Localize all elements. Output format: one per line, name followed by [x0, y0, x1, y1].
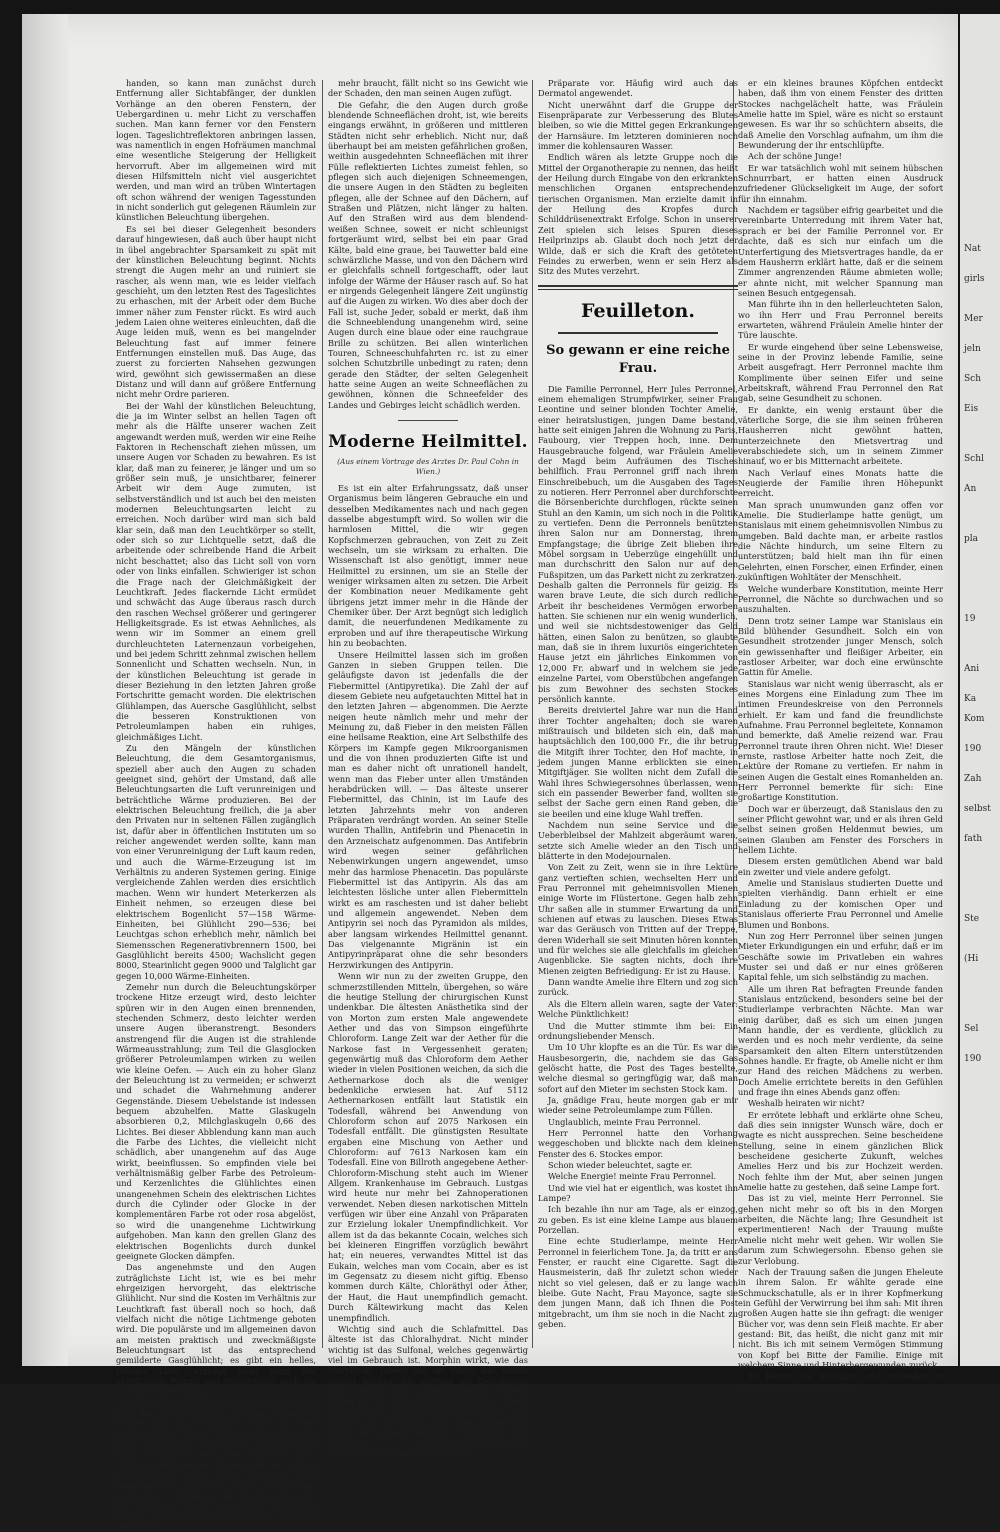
- edge-text-fragment: selbst: [964, 804, 991, 814]
- body-paragraph: Die Verunreinigung der Luft ist überhaupt eine der Schädlichkeiten, die den Augen im Winter mehr als im Sommer drohen. Das liegt daran, daß im Winter in den meisten Räumen keine genügende Ventilation vorgenommen wird. Jeder aber weiß, wie schnell in einer rauchgeschwängerten Atmosphäre die Augen zu schmerzen und zu tränen anfangen. Viele Augenkatarrhe könnten durch rechtzeitiges ausgiebiges Ventilieren der Wohnräume (von den Kneipen ganz abgesehen) vermieden werden. Was man an Heizung bei größerer Ventilation: [116, 1397, 316, 1532]
- body-paragraph: Amelie und Stanislaus studierten Duette und spielten vierhändig. Dann erhielt er eine Einladung zu der komischen Oper und Stanislaus offerierte Frau Perronnel und Amelie Blumen und Bonbons.: [738, 878, 943, 930]
- body-paragraph: Doch war er überzeugt, daß Stanislaus den zu seiner Pflicht gewohnt war, und er als ihren Geld selbst seinen großen Heldenmut bewies, um seinen Glauben am Fenster des Forschers in hellem Lichte.: [738, 803, 943, 856]
- edge-text-fragment: Sel: [964, 1024, 979, 1034]
- edge-text-fragment: Mer: [964, 314, 983, 324]
- edge-text-fragment: Ste: [964, 914, 980, 924]
- body-paragraph: Zu den Mängeln der künstlichen Beleuchtung, die dem Gesamtorganismus, speziell aber auch den Augen zu schaden geeignet sind, gehört der Umstand, daß alle Beleuchtungsarten die Luft verunreinigen und beträchtliche Wärme produzieren. Bei der elektrischen Beleuchtung freilich, die ja aber den Privaten nur in seltenen Fällen zugänglich ist, dafür aber in öffentlichen Instituten um so reicher angewendet werden sollte, kann man von einer Verunreinigung der Luft kaum reden, und auch die Wärme-Erzeugung ist im Verhältnis zu anderen Systemen gering. Einige vergleichende Zahlen werden dies ersichtlich machen. Wenn wir hundert Meterkerzen als Einheit nehmen, so erzeugen diese bei elektrischem Bogenlicht 57—158 Wärme-Einheiten, bei Glühlicht 290—536; bei Leuchtgas schon erheblich mehr, nämlich bei Siemensschen Regenerativbrennern 1500, bei Gasglühlicht bereits 4500; Wachslicht gegen 8000, Stearinlicht gegen 9000 und Talglicht gar gegen 10,000 Wärme-Einheiten.: [116, 743, 316, 981]
- edge-text-fragment: Sch: [964, 374, 982, 384]
- edge-text-fragment: Kom: [964, 714, 985, 724]
- column-4: [738, 78, 943, 1392]
- edge-text-fragment: (Hi: [964, 954, 979, 964]
- body-paragraph: Die Gefahr, die den Augen durch große blendende Schneeflächen droht, ist, wie bereits eingangs erwähnt, in größeren und mittleren Städten nicht sehr erheblich. Nicht nur, daß überhaupt bei am meisten gefährlichen großen, weithin ausgedehnten Schneeflächen mit ihrer Fülle reflektierten Lichtes zumeist fehlen, so pflegen sich auch diejenigen Schneemengen, die unsere Augen in den Städten zu begleiten pflegen, alle der Schnee auf den Dächern, auf Straßen und Plätzen, nicht länger zu halten. Auf den Straßen wird aus dem blendend-weißen Schnee, soweit er nicht schleunigst fortgeräumt wird, selbst bei ein paar Grad Kälte, bald eine graue, bei Tauwetter bald eine schwärzliche Masse, und von den Dächern wird er gleichfalls schnell fortgeschafft, oder laut infolge der Wärme der Häuser rasch auf. So hat er nirgends Gelegenheit längere Zeit ungünstig auf die Augen zu wirken. Wo dies aber doch der Fall ist, suche Jeder, sobald er merkt, daß ihm die Schneeblendung unangenehm wird, seine Augen durch eine blaue oder eine rauchgraue Brille zu schützen. Bei allen winterlichen Touren, Schneeschuhfahrten rc. ist zu einer solchen Schutzbrille unbedingt zu raten; denn gerade den Städter, der selten Gelegenheit hatte seine Augen an weite Schneeflächen zu gewöhnen, können die Schneefelder des Landes und Gebirges leicht schädlich werden.: [328, 99, 528, 410]
- body-paragraph: Ich bezahle ihn nur am Tage, als er einzog, zu geben. Es ist eine kleine Lampe aus blauem Porzellan.: [538, 1204, 738, 1236]
- body-paragraph: Diesem ersten gemütlichen Abend war bald ein zweiter und viele andere gefolgt.: [738, 856, 943, 877]
- feuilleton-heading: Feuilleton.: [581, 299, 695, 322]
- body-paragraph: Nachdem nun seine Service und die Ueberbleibsel der Mahlzeit abgeräumt waren, setzte sich Amelie wieder an den Tisch und blätterte in den Modejournalen.: [538, 819, 738, 861]
- body-paragraph: Unglaublich, meinte Frau Perronnel.: [548, 1116, 701, 1127]
- body-paragraph: Präparate vor. Häufig wird auch das Dermatol angewendet.: [538, 78, 738, 99]
- body-paragraph: Man sprach unumwunden ganz offen vor Amelie. Die Studierlampe hatte genügt, um Stanislaus mit einem geheimnisvollen Nimbus zu umgeben. Bald dachte man, er arbeite rastlos die Nächte hindurch, um seine Eltern zu unterstützen; bald hielt man ihn für einen Gelehrten, einen Forscher, einen Erfinder, einen zukünftigen Wohltäter der Menschheit.: [738, 499, 943, 583]
- body-paragraph: mehr braucht, fällt nicht so ins Gewicht wie der Schaden, den man seinen Augen zufügt.: [328, 78, 528, 99]
- adjacent-page-edge: [960, 14, 1000, 1366]
- body-paragraph: Nachdem er tagsüber eifrig gearbeitet und die vereinbarte Unterredung mit ihrem Vater hat, sprach er bei der Familie Perronnel vor. Er dachte, daß es sich nur einfach um die Unterfertigung des Mietsvertrages handle, da er dem Hausherrn erklärt hatte, daß er die seinem Zimmer angrenzenden Räume abmieten wolle; er ahnte nicht, mit welcher Spannung man seinen Besuch entgegensah.: [738, 205, 943, 298]
- column-rule: [322, 80, 323, 1348]
- body-paragraph: Zemehr nun durch die Beleuchtungskörper trockene Hitze erzeugt wird, desto leichter spüren wir in den Augen einen brennenden, stechenden Schmerz, desto leichter werden unsere Augen überanstrengt. Besonders anstrengend für die Augen ist die strahlende Wärmeausstrahlung; zum Teil die Glasglocken größerer Petroleumlampen wirken zu weilen wie kleine Oefen. — Auch ein zu hoher Glanz der Beleuchtung ist zu vermeiden; er schwerzt und schadet die Wahrnehmung anderer Gegenstände. Diesem Uebelstande ist indessen bequem abzuhelfen. Matte Glaskugeln absorbieren 0,2, Milchglaskugeln 0,66 des Lichtes. Bei dieser Abblendung kann man auch die Farbe des Lichtes, die vielleicht nicht schädlich, aber unangenehm auf das Auge wirkt, beeinflussen. So empfinden viele bei verhältnismäßig gelber Farbe des Petroleum- und Kerzenlichtes die Glühlichtes einen unangenehmen Schein des elektrischen Lichtes durch die Cylinder oder Glocke in der komplementären Farbe rot oder rosa abgelöst, so wird die unangenehme Lichtwirkung aufgehoben. Man kann den grellen Glanz des elektrischen Bogenlichts durch dunkel geeignete Glocken dämpfen.: [116, 981, 316, 1261]
- story-title: So gewann er eine reiche Frau.: [546, 342, 730, 376]
- body-paragraph: Bei der Wahl der künstlichen Beleuchtung, die ja im Winter selbst an hellen Tagen oft mehr als die Hälfte unserer wachen Zeit angewandt werden muß, werden wir eine Reihe Faktoren in Rechenschaft ziehen müssen, um unsere Augen vor Schaden zu bewahren. Es ist klar, daß man zu feinerer, je länger und um so größer sein muß, je unsichtbarer, feinerer Arbeit wir dem Auge zumuten, ist selbstverständlich und ist auch bei den meisten modernen Beleuchtungsarten leicht zu erreichen. Noch darüber wird man sich bald klar sein, daß man den Leuchtkörper so stellt, oder sich so zur Lichtquelle setzt, daß die arbeitende oder schreibende Hand die Arbeit nicht beschattet; also das Licht soll von vorn oder von links einfallen. Schwieriger ist schon die Frage nach der Gleichmäßigkeit der Leuchtkraft. Jedes flackernde Licht ermüdet und schwächt das Auge überaus rasch durch den raschen Wechsel größerer und geringerer Helligkeitsgrade. Es ist etwas Aehnliches, als wenn wir im Sommer an einem grell durchleuchteten Laternenzaun vorbeigehen, und bei jedem Schritt zehnmal zwischen hellem Sonnenlicht und Schatten wechseln. Nun, in der künstlichen Beleuchtung ist gerade in dieser Beziehung in den letzten Jahren große Fortschritte gemacht worden. Die elektrischen Glühlampen, das Auersche Gasglühlicht, selbst die besseren Konstruktionen von Petroleumlampen haben ein ruhiges, gleichmäßiges Licht.: [116, 400, 316, 742]
- body-paragraph: So lebten sie glücklich und zufrieden in heiterster Stimmung zurück.: [738, 1371, 943, 1392]
- body-paragraph: Es ist ein alter Erfahrungssatz, daß unser Organismus beim längeren Gebrauche ein und desselben Medikamentes nach und nach gegen dasselbe abgestumpft wird. So wollen wir die harmlosen Mittel, die wir gegen Kopfschmerzen gebrauchen, von Zeit zu Zeit wechseln, um sie wirksam zu erhalten. Die Wissenschaft ist also genötigt, immer neue Heilmittel zu ersinnen, um sie an Stelle der weniger wirksamen alten zu setzen. Die Arbeit der Kombination neuer Medikamente geht übrigens jetzt immer mehr in die Hände der Chemiker über. Der Arzt begnügt sich lediglich damit, die neuerfundenen Medikamente zu erproben und auf ihre therapeutische Wirkung hin zu beobachten.: [328, 483, 528, 649]
- body-paragraph: Nach Verlauf eines Monats hatte die Neugierde der Familie ihren Höhepunkt erreicht.: [738, 467, 943, 499]
- feuilleton-divider: [538, 285, 738, 290]
- section-divider: [398, 420, 458, 421]
- body-paragraph: Alle um ihren Rat befragten Freunde fanden Stanislaus entzückend, besonders seine bei der Studierlampe verbrachten Nächte. Man war einig darüber, daß es sich um einen jungen Mann handle, der es verdiente, glücklich zu werden und es noch mehr verdiente, da seine Sparsamkeit den alten Eltern unterstützenden Sohnes handle. Er fragte, ob Amelie nicht er ihm zur Hand des reichen Mädchens zu werben. Doch Amelie errichtete bereits in den Gefühlen und frage ihn eines Abends ganz offen:: [738, 983, 943, 1097]
- body-paragraph: Welche wunderbare Konstitution, meinte Herr Perronnel, die Nächte so durchwachen und so auszuhalten.: [738, 583, 943, 615]
- edge-text-fragment: 190: [964, 744, 982, 754]
- edge-text-fragment: girls: [964, 274, 985, 284]
- edge-text-fragment: Ani: [964, 664, 980, 674]
- body-paragraph: Unsere Heilmittel lassen sich im großen Ganzen in sieben Gruppen teilen. Die geläufigste davon ist jedenfalls die der Fiebermittel (Antipyretika). Die Zahl der auf diesem Gebiete neu aufgetauchten Mittel hat in den letzten Jahren — abgenommen. Die Aerzte neigen heute nämlich mehr und mehr der Meinung zu, daß Fieber in den meisten Fällen eine heilsame Reaktion, eine Art Selbsthilfe des Körpers im Kampfe gegen Mikroorganismen und die von ihnen produzierten Gifte ist und man es daher nicht oft unrationell handelt, wenn man das Fieber unter allen Umständen herabdrücken will. — Das älteste unserer Fiebermittel, das Chinin, ist im Laufe des letzten Jahrzehnts mehr von anderen Präparaten verdrängt worden. An seiner Stelle wurden Thallin, Antifebrin und Phenacetin in den Arzneischatz aufgenommen. Das Antifebrin wird wegen seiner gefährlichen Nebenwirkungen ungern angewendet, umso mehr das harmlose Phenacetin. Das populärste Fiebermittel ist das Antipyrin. Als das am leichtesten lösliche unter allen Fiebermitteln wirkt es am raschesten und ist daher beliebt und allgemein angewendet. Neben dem Antipyrin sei noch das Pyramidon als mildes, aber langsam wirkendes Heilmittel genannt. Das vielgenannte Migränin ist ein Antipyrinpräparat ohne die sehr besonders Herzwirkungen des Antipyrin.: [328, 649, 528, 970]
- body-paragraph: Nach der Trauung saßen die jungen Eheleute in ihrem Salon. Er wählte gerade eine Schmuckschatulle, als er in ihrer Kopfmerkung ein Gefühl der Verwirrung bei ihm sah: Mit ihren großen Augen hatte sie ihn gefragt: die weniger Bücher vor, was denn sein Fleiß machte. Er aber gestand: Bit, das heißt, die nicht ganz mit mir nicht. Bis ich mit seinem Vermögen Stimmung von Kopf bei Bitte der Familie. Einige mit welchem Sinne und Hinterhergewunden zurück.: [738, 1266, 943, 1370]
- body-paragraph: Er war tatsächlich wohl mit seinem hübschen Schnurrbart, er hatten einen Ausdruck zufriedener Glückseligkeit im Auge, der sofort für ihn einnahm.: [738, 162, 943, 204]
- body-paragraph: Eine echte Studierlampe, meinte Herr Perronnel in feierlichem Tone. Ja, da tritt er ans Fenster, er raucht eine Cigarette. Sagt die Hausmeisterin, daß Ihr zuletzt schon wieder nicht so viel gelesen, daß er zu lange wach bleibe. Gute Nacht, Frau Mayonce, sagte sie dem jungen Mann, daß ich Ihnen die Post mitgebracht, um ihm sie noch in die Nacht zu geben.: [538, 1236, 738, 1330]
- article-byline: (Aus einem Vortrage des Arztes Dr. Paul Cohn in Wien.): [337, 457, 519, 476]
- body-paragraph: Denn trotz seiner Lampe war Stanislaus ein Bild blühender Gesundheit. Solch ein von Gesundheit strotzender junger Mensch, solch ein gewissenhafter und fleißiger Arbeiter, ein rastloser Arbeiter, war doch eine erwünschte Gattin für Amelie.: [738, 615, 943, 678]
- body-paragraph: Dann wandte Amelie ihre Eltern und zog sich zurück.: [538, 977, 738, 998]
- body-paragraph: er ein kleines braunes Köpfchen entdeckt haben, daß ihm von einem Fenster des dritten Stockes nachgelächelt hatte, was Fräulein Amelie hatte im Spiel, wäre es nicht so erstaunt gewesen. Es war ihr so schüchtern abseits, die daß Amelie den Vorschlag aufnahm, um ihm die Bewunderung der ihr entschlüpfte.: [738, 78, 943, 151]
- body-paragraph: Von Zeit zu Zeit, wenn sie in ihre Lektüre ganz vertieften schien, wechselten Herr und Frau Perronnel mit geheimnisvollen Mienen einige Worte im Flüstertone. Gegen halb zehn Uhr saßen alle in stummer Erwartung da und schienen auf etwas zu lauschen. Dieses Etwas war das Geräusch von Tritten auf der Treppe, deren Widerhall sie seit Minuten hören konnten und für welches sie alle gleichfalls im gleichen Augenblicke. Sie sagten nichts, doch ihre Mienen zeigten Befriedigung: Er ist zu Hause.: [538, 862, 738, 976]
- body-paragraph: Herr Perronnel hatte den Vorhang weggeschoben und blickte nach dem kleinen Fenster des 6. Stockes empor.: [538, 1127, 738, 1159]
- column-1: [116, 78, 316, 1532]
- body-paragraph: Weshalb heiraten wir nicht?: [748, 1098, 865, 1109]
- edge-text-fragment: An: [964, 484, 977, 494]
- edge-text-fragment: Ka: [964, 694, 977, 704]
- column-rule: [532, 80, 533, 1348]
- body-paragraph: Er wurde eingehend über seine Lebensweise, seine in der Provinz lebende Familie, seine Arbeit ausgefragt. Herr Perronnel machte ihm Komplimente über seinen Eifer und seine Arbeitskraft, während Frau Perronnel den Rat gab, seine Gesundheit zu schonen.: [738, 341, 943, 404]
- body-paragraph: Das angenehmste und den Augen zuträglichste Licht ist, wie es bei mehr ehrgeizigen hervorgeht, das elektrische Glühlicht. Nur sind die Kosten im Verhältnis zur Leuchtkraft fast überall noch so hoch, daß vielfach nicht die nötige Lichtmenge geboten wird. Die populärste und im allgemeinen davon am meisten praktisch und zweckmäßigste Beleuchtungsart ist das entsprechend gemilderte Gasglühlicht; es gibt ein helles, ruhiges Licht, erzeugt nicht allzu viel überflüssige Wärme und verunreinigt auch die Luft nicht übermäßig.: [116, 1262, 316, 1397]
- page-binding-edge: [22, 14, 68, 1366]
- edge-text-fragment: 190: [964, 1054, 982, 1064]
- body-paragraph: Es sei bei dieser Gelegenheit besonders darauf hingewiesen, daß auch über haupt nicht in übel angebrachter Sparsamkeit zu spät mit der künstlichen Beleuchtung beginnt. Nichts strengt die Augen mehr an und ruiniert sie rascher, als wenn man, wie es leider vielfach geschieht, um den letzten Rest des Tageslichtes zu erhaschen, mit der Arbeit oder dem Buche immer näher zum Fenster rückt. Es wird auch jedem Laien ohne weiteres einleuchten, daß die Auge leiden muß, wenn es bei mangelnder Beleuchtung fast auf immer feinere Entfernungen einstellen muß. Das Auge, das zuerst zu forcierten Nahsehen gezwungen wird, gewöhnt sich gewissermaßen an diese Distanz und will dann auf größere Entfernung nicht mehr Ordre parieren.: [116, 223, 316, 400]
- body-paragraph: Er dankte, ein wenig erstaunt über die väterliche Sorge, die sie ihm seinen früheren Hausherren nicht gewöhnt hatten, unterzeichnete den Mietsvertrag und verabschiedete sich, um in seinem Zimmer hinauf, wo er bis Mitternacht arbeitete.: [738, 404, 943, 467]
- edge-text-fragment: Nat: [964, 244, 981, 254]
- column-2: [328, 78, 528, 1458]
- body-paragraph: Als die Eltern allein waren, sagte der Vater: Welche Pünktlichkeit!: [538, 998, 738, 1020]
- edge-text-fragment: jeln: [964, 344, 981, 354]
- column-3: [538, 78, 738, 1348]
- body-paragraph: Um 10 Uhr klopfte es an die Tür. Es war die Hausbesorgerin, die, nachdem sie das Gas gelöscht hatte, die Post des Tages bestellte, welche diesmal so geringfügig war, daß man sofort auf den Mieter im sechsten Stock kam.: [538, 1042, 738, 1094]
- edge-text-fragment: fath: [964, 834, 983, 844]
- edge-text-fragment: Zah: [964, 774, 982, 784]
- body-paragraph: Die Familie Perronnel, Herr Jules Perronnel, einem ehemaligen Strumpfwirker, seiner Frau Leontine und seiner blonden Tochter Amelie, einer heiratslustigen, jungen Dame bestand, hatte seit einigen Jahren die Wohnung zu Paris, Faubourg, vier Treppen hoch, inne. Dem Hausgebrauche folgend, war Fräulein Amelie der Magd beim Aufräumen des Tisches behilflich. Frau Perronnel griff nach ihrem Einschreibebuch, um die Ausgaben des Tages zu notieren. Herr Perronnel aber durchforschte die Börsenberichte durchflogen, rückte seinen Stuhl an den Kamin, um sich noch in die Politik zu vertiefen. Denn die Perronnels benützten ihren Salon nur am Donnerstag, ihrem Empfangstage; die übrige Zeit blieben ihre Möbel sorgsam in Ueberzüge eingehüllt und man durchschritt den Salon nur auf den Fußspitzen, um das Parkett nicht zu zerkratzen. Deshalb galten die Perronnels für geizig. Es waren brave Leute, die sich durch redliche Arbeit ihr bescheidenes Vermögen erworben hatten. Sie schienen nur ein wenig wunderlich, und weil sie nichtsdestoweniger das Geld hätten, einen Salon zu benützen, so glaubte man, daß sie in ihrem luxuriös eingerichteten Hause jetzt ein jährliches Einkommen von 12,000 Fr. abwarf und in welchem sie jede einzelne Partei, vom Oberstübchen angefangen bis zum Bewohner des sechsten Stockes persönlich kannte.: [538, 383, 738, 704]
- body-paragraph: Ach der schöne Junge!: [748, 151, 842, 162]
- body-paragraph: Er errötete lebhaft und erklärte ohne Scheu, daß dies sein innigster Wunsch wäre, doch er wagte es nicht aussprechen. Seine bescheidene Stellung, seine in einem gänzlichen Blick bescheidene gesicherte Zukunft, welches Amelies Herz und bis zur Hochzeit werden. Noch fehlte ihm der Mut, aber seinen jungen Amelie hatte zu gestehen, daß seine Lampe fort.: [738, 1109, 943, 1193]
- body-paragraph: Wichtig sind auch die Schlafmittel. Das älteste ist das Chloralhydrat. Nicht minder wichtig ist das Sulfonal, welches gegenwärtig viel im Gebrauch ist. Morphin wirkt, wie das Morphium. Dieses soll sei durch das Dionin ersetzt werden, das seltener zur Gewohnheit wird. Neben den schmerzstillenden Mitteln waren es vor allem die antiseptischen, denen die moderne Chirurgie zum guten Teil ihre Erfolge zu verdanken hat. Das beliebteste Mittel auf diesem Gebiete ist jedenfalls das Jodoform. Vergiftungserscheinungen hervorruft, ist man jetzt Sozojodol,: [328, 1323, 528, 1458]
- body-paragraph: Wenn wir nun zu der zweiten Gruppe, den schmerzstillenden Mitteln, übergehen, so wäre die heutige Stellung der chirurgischen Kunst undenkbar. Die ältesten Anästhetika sind der von Morton zum ersten Male angewendete Aether und das von Simpson eingeführte Chloroform. Lange Zeit war der Aether für die Narkose fast in Vergessenheit geraten; gegenwärtig muß das Chloroform dem Aether wieder in vielen Positionen weichen, da sich die Aethernarkose doch als die weniger bedenkliche erwiesen hat. Auf 5112 Aethernarkosen entfällt laut Statistik ein Todesfall, während bei Anwendung von Chloroform schon auf 2075 Narkosen ein Todesfall entfällt. Die günstigsten Resultate ergaben eine Mischung von Aether und Chloroform: auf 7613 Narkosen kam ein Todesfall. Eine von Billroth angegebene Aether-Chloroform-Mischung steht auch im Wiener Allgem. Krankenhause im Gebrauch. Lustgas wird heute nur mehr bei Zahnoperationen verwendet. Neben diesen narkotischen Mitteln verfügen wir über eine Anzahl von Präparaten zur Erzielung lokaler Unempfindlichkeit. Vor allem ist da das bekannte Cocain, welches sich bei kleineren Eingriffen vorzüglich bewährt hat; ein neueres, verwandtes Mittel ist das Eukain, welches man vom Cocain, aber es ist im Gegensatz zu diesem nicht giftig. Ebenso kommen durch Kälte, Chloräthyl oder Äther, der Haut, die Haut unempfindlich gemacht. Durch Kältewirkung macht das Kelen unempfindlich.: [328, 971, 528, 1323]
- body-paragraph: Nun zog Herr Perronnel über seinen jungen Mieter Erkundigungen ein und erfuhr, daß er im Geschäfte sowie im Privatleben ein wahres Muster sei und daß er nur eines größeren Kapital fehle, um sich selbständig zu machen.: [738, 930, 943, 983]
- edge-text-fragment: Schl: [964, 454, 984, 464]
- body-paragraph: Stanislaus war nicht wenig überrascht, als er eines Morgens eine Einladung zum Thee im intimen Freundeskreise von den Perronnels erhielt. Er kam und fand die freundlichste Aufnahme. Frau Perronnel begleitete, Konnamon und bemerkte, daß Amelie reizend war. Frau Perronnel traute ihren Ohren nicht. Wie! Dieser ernste, rastlose Arbeiter hatte noch Zeit, die Lektüre der Romane zu vertiefen. Er nahm in seinen Augen die Gestalt eines Romanhelden an. Herr Perronnel bemerkte für sich: Eine großartige Konstitution.: [738, 678, 943, 803]
- body-paragraph: Nicht unerwähnt darf die Gruppe der Eisenpräparate zur Verbesserung des Blutes bleiben, so wie die Mittel gegen Erkrankungen der Harnsäure. Im letzteren dominieren noch immer die kohlensauren Wasser.: [538, 99, 738, 152]
- body-paragraph: Und die Mutter stimmte ihm bei: Ein ordnungsliebender Mensch.: [538, 1020, 738, 1041]
- body-paragraph: Welche Energie! meinte Frau Perronnel.: [548, 1171, 717, 1182]
- body-paragraph: handen, so kann man zunächst durch Entfernung aller Sichtabfänger, der dunklen Vorhänge an den oberen Fenstern, der Uebergardinen u. mehr Licht zu verschaffen suchen. Man kann ferner vor den Fenstern logen. Tageslichtreflektoren anbringen lassen, was namentlich in engen Hofräumen manchmal eine wesentliche Steigerung der Helligkeit hervorruft. Aber im allgemeinen wird mit diesen Hilfsmitteln nicht viel ausgerichtet werden, und man wird an trüben Wintertagen oft schon während der wenigen Tagesstunden in nicht sonderlich gut gelegenen Räumlein zur künstlichen Beleuchtung übergehen.: [116, 78, 316, 223]
- body-paragraph: Und wie viel hat er eigentlich, was kostet ihn Lampe?: [538, 1182, 738, 1203]
- body-paragraph: Das ist zu viel, meinte Herr Perronnel. Sie gehen nicht mehr so oft bis in den Morgen arbeiten, die Nächte lang; Ihre Gesundheit ist experimentieren! Nach der Trauung mußte Amelie nicht mehr weit gehen. Wir wollen Sie darum zum Schwiegersohn. Ebenso gehen sie zur Verlobung.: [738, 1193, 943, 1266]
- edge-text-fragment: pla: [964, 534, 979, 544]
- edge-text-fragment: Eis: [964, 404, 979, 414]
- body-paragraph: Schon wieder beleuchtet, sagte er.: [548, 1159, 693, 1170]
- body-paragraph: Man führte ihn in den hellerleuchteten Salon, wo ihn Herr und Frau Perronnel bereits erwarteten, während Fräulein Amelie hinter der Türe lauschte.: [738, 299, 943, 341]
- body-paragraph: Ja, gnädige Frau, heute morgen gab er mir wieder seine Petroleumlampe zum Füllen.: [538, 1094, 738, 1116]
- edge-text-fragment: 19: [964, 614, 976, 624]
- body-paragraph: Bereits dreiviertel Jahre war nun die Hand ihrer Tochter angehalten; doch sie waren mißtrauisch und bildeten sich ein, daß man hauptsächlich den 100,000 Fr., die ihr betrug die Mitgift ihrer Tochter, den Hof machte, in jedem jungen Manne erblickten sie einen Mitgiftjäger. Sie wollten nicht dem Zufall die Wahl ihres Schwiegersohnes überlassen, wenn sich ein passender Bewerber fand, wollten sie selbst der Sache gern einen Rand geben, die sie beeilen und eine kluge Wahl treffen.: [538, 705, 738, 819]
- body-paragraph: Endlich wären als letzte Gruppe noch die Mittel der Organotherapie zu nennen, das heißt der Heilung durch Eingabe von den erkrankten menschlichen Organen entsprechenden tierischen Organismen. Man erzielte damit in der Heilung des Kropfes durch Schilddrüsenextrakt Erfolge. Schon in unserer Zeit spielen sich leises Spuren dieses Heilprinzips ab. Glaubt doch noch jetzt der Wilde, daß er sich die Kraft des getöteten Feindes zu erwerben, wenn er sein Herz als Sitz des Mutes verzehrt.: [538, 152, 738, 277]
- feuilleton-rule: [558, 332, 718, 334]
- article-headline: Moderne Heilmittel.: [328, 432, 528, 452]
